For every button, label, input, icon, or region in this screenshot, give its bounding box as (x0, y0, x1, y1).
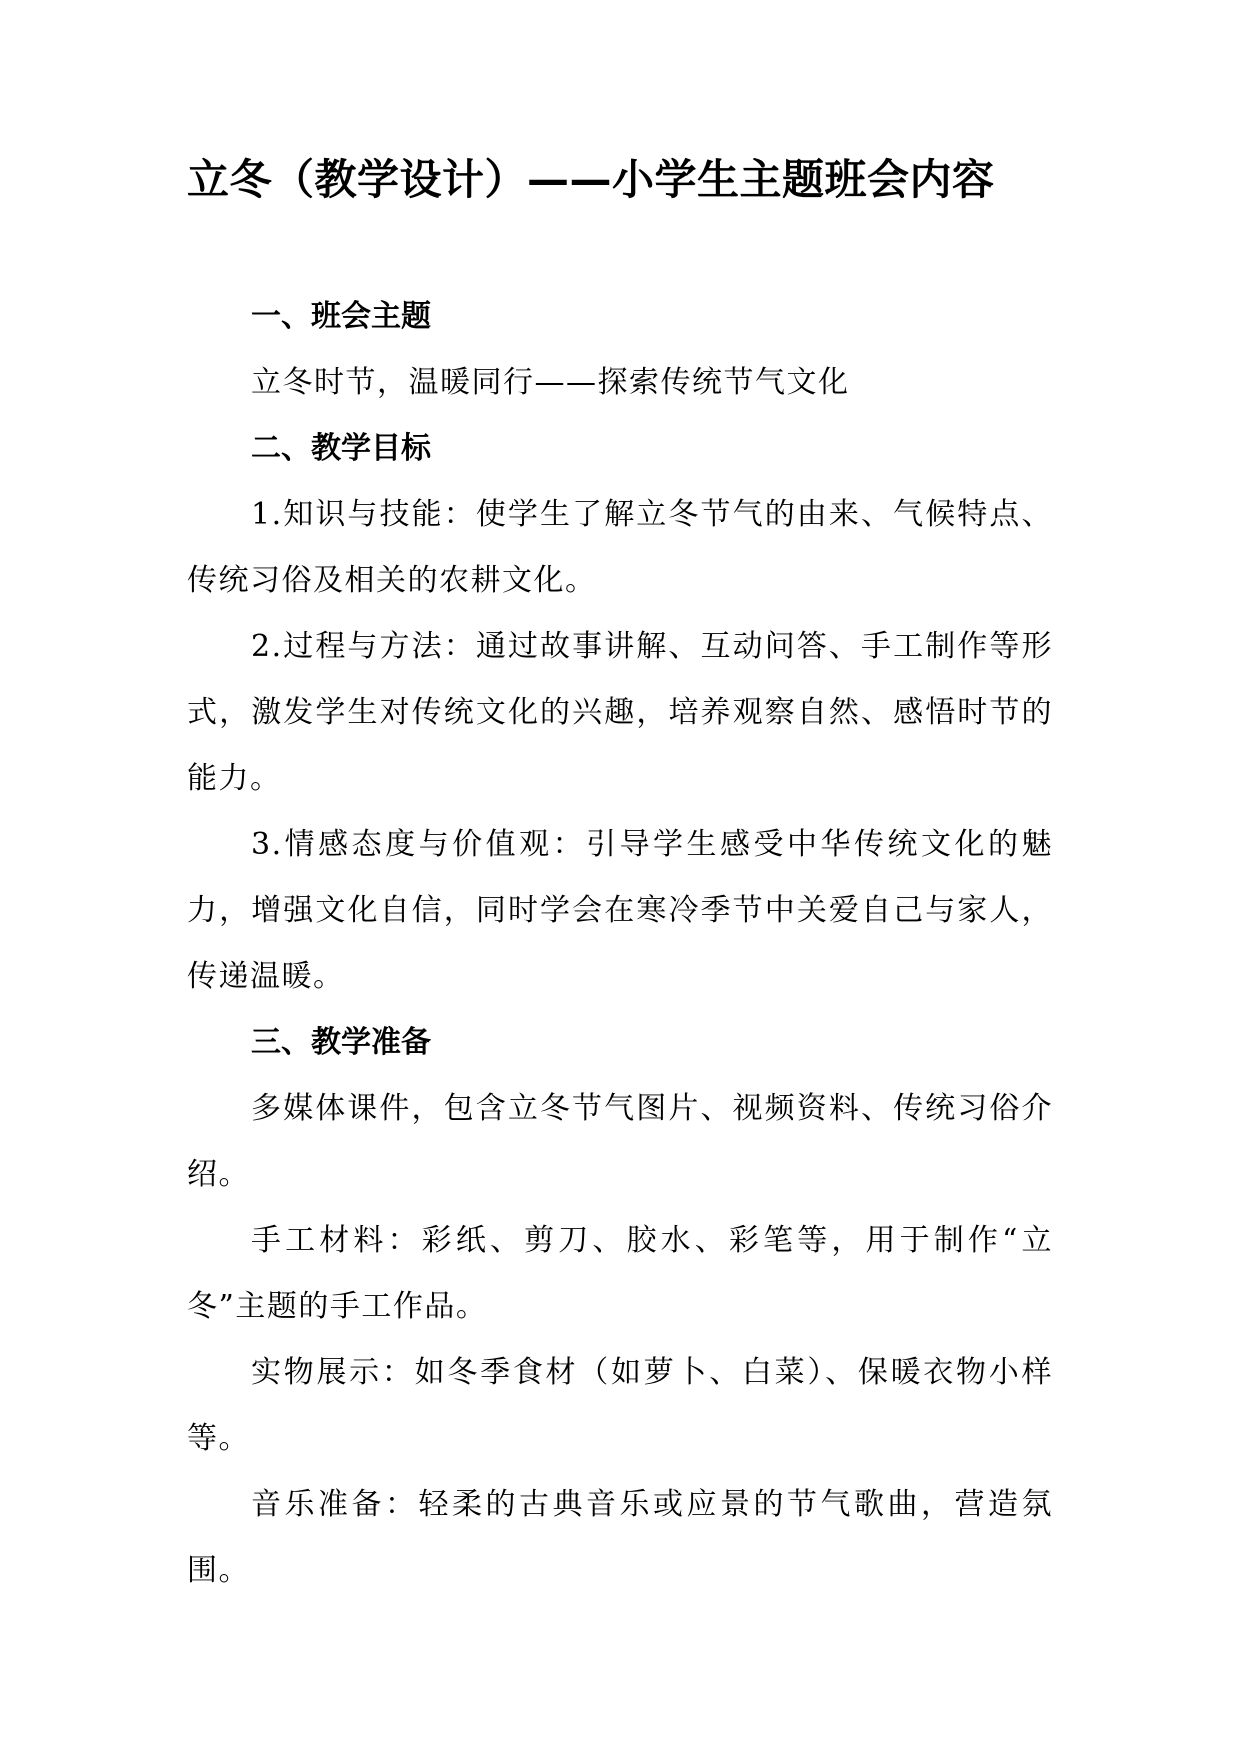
section-heading: 二、教学目标 (251, 431, 431, 466)
paragraph: 实物展示：如冬季食材（如萝卜、白菜）、保暖衣物小样等。 (187, 1355, 1053, 1456)
document-title: 立冬（教学设计）——小学生主题班会内容 (187, 155, 995, 204)
paragraph: 立冬时节，温暖同行——探索传统节气文化 (251, 365, 850, 400)
section-teaching-preparation (187, 1010, 1053, 1604)
section-class-theme (187, 284, 1053, 416)
section-heading: 三、教学准备 (251, 1025, 431, 1060)
section-teaching-goals (187, 416, 1053, 1010)
section-heading: 一、班会主题 (251, 299, 431, 334)
paragraph: 3.情感态度与价值观：引导学生感受中华传统文化的魅力，增强文化自信，同时学会在寒冷季节中关爱自己与家人，传递温暖。 (187, 827, 1053, 994)
paragraph: 2.过程与方法：通过故事讲解、互动问答、手工制作等形式，激发学生对传统文化的兴趣，培养观察自然、感悟时节的能力。 (187, 629, 1053, 796)
paragraph: 多媒体课件，包含立冬节气图片、视频资料、传统习俗介绍。 (187, 1091, 1053, 1192)
paragraph: 手工材料：彩纸、剪刀、胶水、彩笔等，用于制作“立冬”主题的手工作品。 (187, 1223, 1053, 1324)
paragraph: 音乐准备：轻柔的古典音乐或应景的节气歌曲，营造氛围。 (187, 1487, 1053, 1588)
document-body (187, 284, 1053, 1604)
paragraph: 1.知识与技能：使学生了解立冬节气的由来、气候特点、传统习俗及相关的农耕文化。 (187, 497, 1053, 598)
